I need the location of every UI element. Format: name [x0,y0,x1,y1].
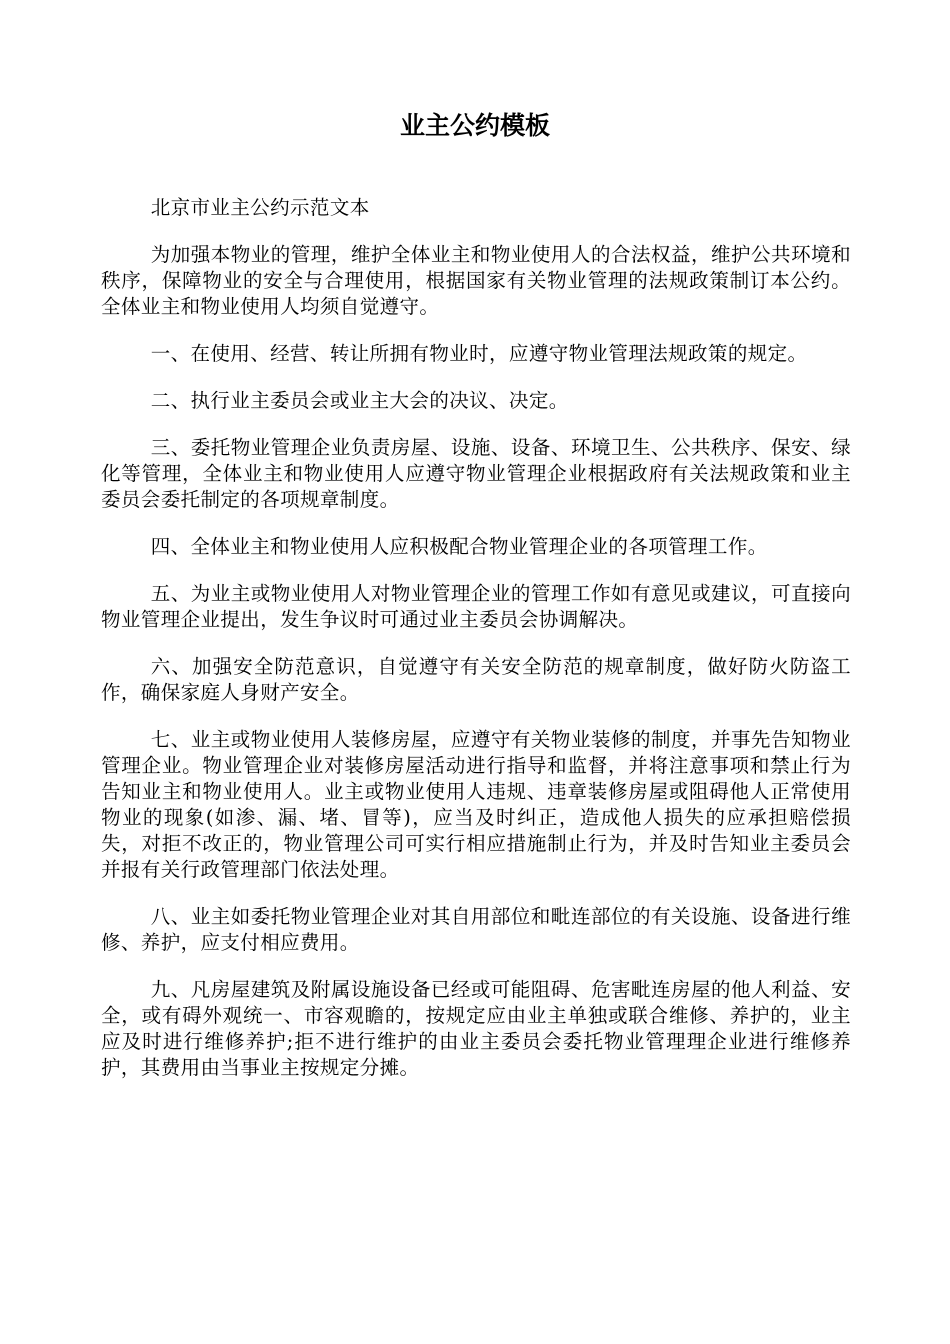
paragraph-clause-5: 五、为业主或物业使用人对物业管理企业的管理工作如有意见或建议，可直接向物业管理企业提出，发生争议时可通过业主委员会协调解决。 [101,582,851,631]
paragraph-clause-7: 七、业主或物业使用人装修房屋，应遵守有关物业装修的制度，并事先告知物业管理企业。物业管理企业对装修房屋活动进行指导和监督，并将注意事项和禁止行为告知业主和物业使用人。业主或物业使用人违规、违章装修房屋或阻碍他人正常使用物业的现象(如渗、漏、堵、冒等)，应当及时纠正，造成他人损失的应承担赔偿损失，对拒不改正的，物业管理公司可实行相应措施制止行为，并及时告知业主委员会并报有关行政管理部门依法处理。 [101,728,851,881]
paragraph-clause-2: 二、执行业主委员会或业主大会的决议、决定。 [150,389,569,412]
paragraph-preamble: 为加强本物业的管理，维护全体业主和物业使用人的合法权益，维护公共环境和秩序，保障物业的安全与合理使用，根据国家有关物业管理的法规政策制订本公约。全体业主和物业使用人均须自觉遵守。 [101,243,851,318]
paragraph-clause-9: 九、凡房屋建筑及附属设施设备已经或可能阻碍、危害毗连房屋的他人利益、安全，或有碍外观统一、市容观瞻的，按规定应由业主单独或联合维修、养护的，业主应及时进行维修养护;拒不进行维护的由业主委员会委托物业管理理企业进行维修养护，其费用由当事业主按规定分摊。 [101,978,851,1079]
document-subtitle: 北京市业主公约示范文本 [150,196,370,219]
paragraph-clause-3: 三、委托物业管理企业负责房屋、设施、设备、环境卫生、公共秩序、保安、绿化等管理，全体业主和物业使用人应遵守物业管理企业根据政府有关法规政策和业主委员会委托制定的各项规章制度。 [101,436,851,511]
paragraph-clause-8: 八、业主如委托物业管理企业对其自用部位和毗连部位的有关设施、设备进行维修、养护，应支付相应费用。 [101,905,851,954]
paragraph-clause-4: 四、全体业主和物业使用人应积极配合物业管理企业的各项管理工作。 [150,535,768,558]
paragraph-clause-1: 一、在使用、经营、转让所拥有物业时，应遵守物业管理法规政策的规定。 [150,342,808,365]
paragraph-clause-6: 六、加强安全防范意识，自觉遵守有关安全防范的规章制度，做好防火防盗工作，确保家庭人身财产安全。 [101,655,851,704]
document-body [101,195,851,1102]
document-title: 业主公约模板 [399,111,550,140]
